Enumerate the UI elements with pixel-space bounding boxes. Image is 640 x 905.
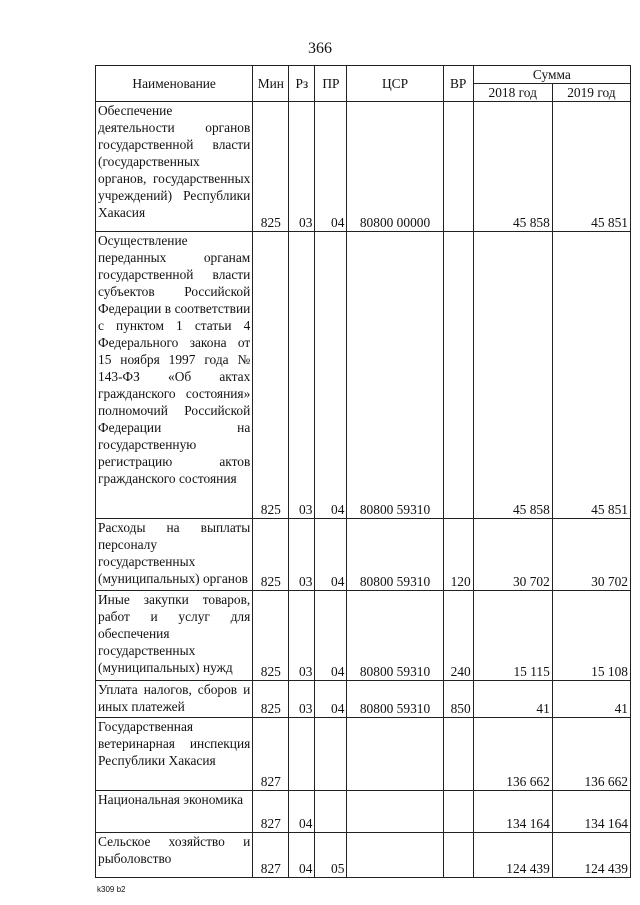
table-row [96,232,631,519]
row-name-cell: Иные закупки товаров, работ и услуг для обеспечения государственных (муниципальных) нужд [96,591,253,681]
row-vr-cell [443,232,473,519]
row-rz-cell: 03 [289,232,315,519]
row-vr-cell: 240 [443,591,473,681]
row-pr-cell [315,791,347,833]
row-vr-cell: 850 [443,681,473,718]
row-2019-cell: 45 851 [552,102,630,232]
row-rz-cell: 03 [289,102,315,232]
row-2019-cell: 15 108 [552,591,630,681]
row-name-cell: Обеспечение деятельности органов государственной власти (государственных органов, государственных учреждений) Республики Хакасия [96,102,253,232]
row-rz-cell [289,718,315,791]
row-csr-cell: 80800 59310 [347,681,443,718]
row-rz-cell: 03 [289,591,315,681]
budget-table [95,65,631,878]
table-row [96,791,631,833]
row-min-cell: 825 [253,591,289,681]
row-pr-cell: 04 [315,591,347,681]
row-pr-cell: 04 [315,232,347,519]
row-vr-cell [443,833,473,878]
footer-code: k309 b2 [97,885,126,894]
page-number: 366 [308,40,332,57]
header-rz: Рз [289,66,315,102]
row-min-cell: 825 [253,519,289,591]
header-2019: 2019 год [552,84,630,102]
header-pr: ПР [315,66,347,102]
table-row [96,833,631,878]
row-vr-cell [443,718,473,791]
row-name-cell: Расходы на выплаты персоналу государственных (муниципальных) органов [96,519,253,591]
row-csr-cell: 80800 00000 [347,102,443,232]
row-pr-cell: 04 [315,519,347,591]
row-csr-cell [347,833,443,878]
row-csr-cell: 80800 59310 [347,519,443,591]
row-2019-cell: 45 851 [552,232,630,519]
row-min-cell: 825 [253,681,289,718]
row-csr-cell: 80800 59310 [347,591,443,681]
row-2018-cell: 134 164 [473,791,552,833]
row-2019-cell: 134 164 [552,791,630,833]
row-rz-cell: 04 [289,833,315,878]
table-row [96,519,631,591]
row-pr-cell: 04 [315,681,347,718]
row-min-cell: 827 [253,791,289,833]
row-2018-cell: 15 115 [473,591,552,681]
row-pr-cell: 05 [315,833,347,878]
row-min-cell: 825 [253,232,289,519]
row-2018-cell: 45 858 [473,102,552,232]
row-min-cell: 825 [253,102,289,232]
row-min-cell: 827 [253,833,289,878]
header-vr: ВР [443,66,473,102]
row-name-cell: Национальная экономика [96,791,253,833]
row-csr-cell: 80800 59310 [347,232,443,519]
header-2018: 2018 год [473,84,552,102]
row-name-cell: Осуществление переданных органам государственной власти субъектов Российской Федерации в соответствии с пунктом 1 статьи 4 Федерального закона от 15 ноября 1997 года № 143-ФЗ «Об актах гражданского состояния» полномочий Российской Федерации на государственную регистрацию актов гражданского состояния [96,232,253,519]
row-csr-cell [347,791,443,833]
row-name-cell: Государственная ветеринарная инспекция Республики Хакасия [96,718,253,791]
row-2018-cell: 41 [473,681,552,718]
row-name-cell: Сельское хозяйство и рыболовство [96,833,253,878]
row-2018-cell: 30 702 [473,519,552,591]
header-csr: ЦСР [347,66,443,102]
header-min: Мин [253,66,289,102]
row-2019-cell: 136 662 [552,718,630,791]
row-vr-cell [443,791,473,833]
row-rz-cell: 04 [289,791,315,833]
row-name-cell: Уплата налогов, сборов и иных платежей [96,681,253,718]
row-rz-cell: 03 [289,681,315,718]
table-row [96,681,631,718]
row-pr-cell [315,718,347,791]
header-sum: Сумма [473,66,630,84]
table-row [96,102,631,232]
table-row [96,591,631,681]
row-2018-cell: 136 662 [473,718,552,791]
row-rz-cell: 03 [289,519,315,591]
row-csr-cell [347,718,443,791]
header-name: Наименование [96,66,253,102]
row-2019-cell: 41 [552,681,630,718]
row-2018-cell: 45 858 [473,232,552,519]
row-min-cell: 827 [253,718,289,791]
row-2019-cell: 30 702 [552,519,630,591]
row-2018-cell: 124 439 [473,833,552,878]
row-vr-cell: 120 [443,519,473,591]
row-pr-cell: 04 [315,102,347,232]
table-row [96,718,631,791]
row-vr-cell [443,102,473,232]
row-2019-cell: 124 439 [552,833,630,878]
